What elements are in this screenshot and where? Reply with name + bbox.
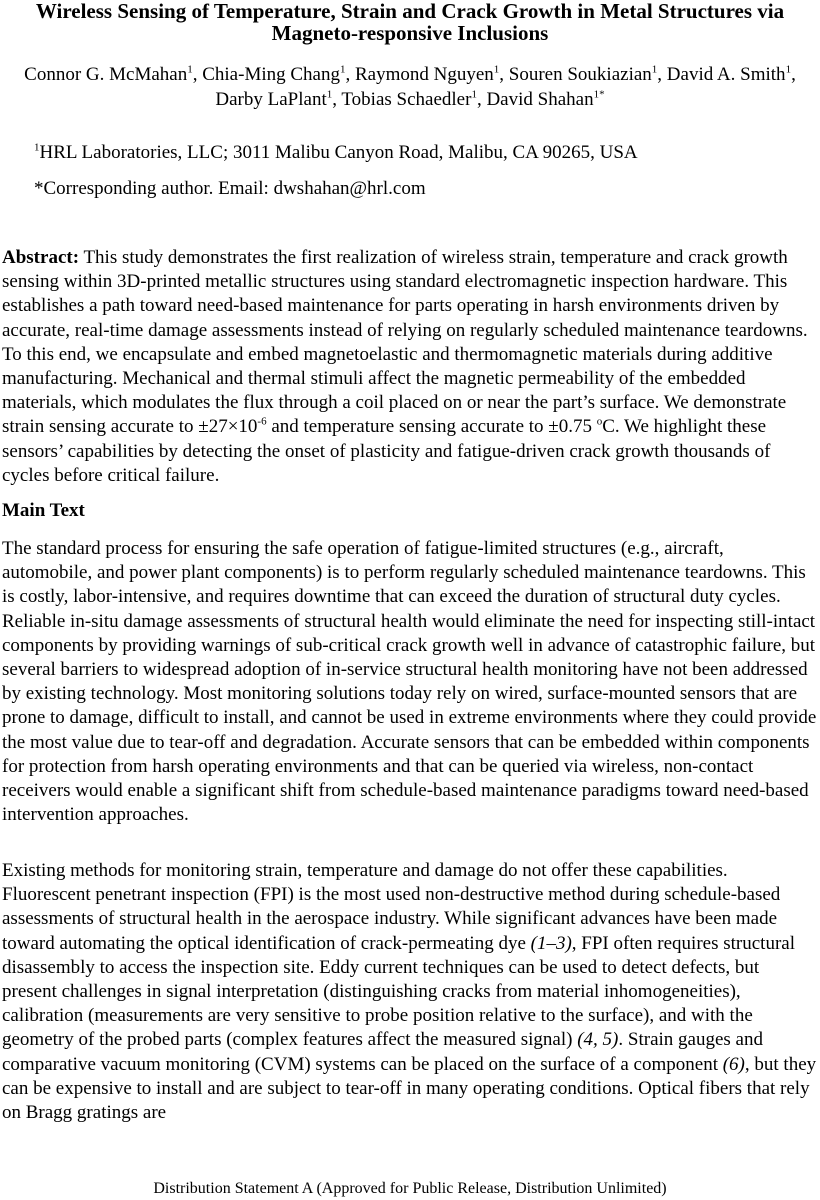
author: Tobias Schaedler$^1$ (341, 88, 477, 110)
abstract: Abstract: This study demonstrates the first realization of wireless strain, temperature and crack growth sensing within 3D-printed metallic structures using standard electromagnetic inspection hardware. This establishes a path toward need-based maintenance for parts operating in harsh environments driven by accurate, real-time damage assessments instead of relying on regularly scheduled maintenance teardowns. To this end, we encapsulate and embed magnetoelastic and thermomagnetic materials during additive manufacturing. Mechanical and thermal stimuli affect the magnetic permeability of the embedded materials, which modulates the flux through a coil placed on or near the part’s surface. We demonstrate strain sensing accurate to $\pm 27\times 10^{-6}$ and temperature sensing accurate to ±0.75 $^o$C. We highlight these sensors’ capabilities by detecting the onset of plasticity and fatigue-driven crack growth thousands of cycles before critical failure. (2, 247, 808, 486)
paper-title: Wireless Sensing of Temperature, Strain and Crack Growth in Metal Structures via Magneto-responsive Inclusions (35, 0, 785, 45)
corresponding-author: *Corresponding author. Email: dwshahan@hrl.com (34, 178, 426, 199)
author: Connor G. McMahan$^1$ (24, 63, 193, 85)
affiliation: $^1$HRL Laboratories, LLC; 3011 Malibu Canyon Road, Malibu, CA 90265, USA (34, 141, 638, 163)
citation: (1–3) (530, 932, 572, 954)
distribution-statement: Distribution Statement A (Approved for Public Release, Distribution Unlimited) (153, 1180, 667, 1197)
section-heading: Main Text (2, 500, 85, 521)
author: Raymond Nguyen$^1$ (354, 63, 500, 85)
paragraph-2: Existing methods for monitoring strain, temperature and damage do not offer these capabilities. Fluorescent penetrant inspection (FPI) is the most used non-destructive method during schedule-based assessments of structural health in the aerospace industry. While significant advances have been made toward automating the optical identification of crack-permeating dye (1–3), FPI often requires structural disassembly to access the inspection site. Eddy current techniques can be used to detect defects, but present challenges in signal interpretation (distinguishing cracks from material inhomogeneities), calibration (measurements are very sensitive to probe position relative to the surface), and with the geometry of the probed parts (complex features affect the measured signal) (4, 5). Strain gauges and comparative vacuum monitoring (CVM) systems can be placed on the surface of a component (6), but they can be expensive to install and are subject to tear-off in many operating conditions. Optical fibers that rely on Bragg gratings are (2, 860, 817, 1124)
author: David Shahan$^{1*}$ (486, 88, 605, 110)
author: Darby LaPlant$^1$ (215, 88, 333, 110)
paragraph-1: The standard process for ensuring the safe operation of fatigue-limited structures (e.g., aircraft, automobile, and power plant components) is to perform regularly scheduled maintenance teardowns. This is costly, labor-intensive, and requires downtime that can exceed the duration of structural duty cycles. Reliable in-situ damage assessments of structural health would eliminate the need for inspecting still-intact components by providing warnings of sub-critical crack growth well in advance of catastrophic failure, but several barriers to widespread adoption of in-service structural health monitoring have not been addressed by existing technology. Most monitoring solutions today rely on wired, surface-mounted sensors that are prone to damage, difficult to install, and cannot be used in extreme environments where they could provide the most value due to tear-off and degradation. Accurate sensors that can be embedded within components for protection from harsh operating environments and that can be queried via wireless, non-contact receivers would enable a significant shift from schedule-based maintenance paradigms toward need-based intervention approaches. (2, 538, 817, 826)
author-list: Connor G. McMahan$^1$, Chia-Ming Chang$^1$, Raymond Nguyen$^1$, Souren Soukiazian$^1$, David A. Smith$^1$, Darby LaPlant$^1$, Tobias Schaedler$^1$, David Shahan$^{1*}$ (24, 63, 796, 110)
author: Souren Soukiazian$^1$ (508, 63, 658, 85)
citation: (4, 5) (577, 1029, 619, 1051)
abstract-label: Abstract: (2, 247, 80, 268)
author: Chia-Ming Chang$^1$ (202, 63, 346, 85)
citation: (6) (722, 1053, 745, 1075)
author: David A. Smith$^1$ (666, 63, 792, 85)
